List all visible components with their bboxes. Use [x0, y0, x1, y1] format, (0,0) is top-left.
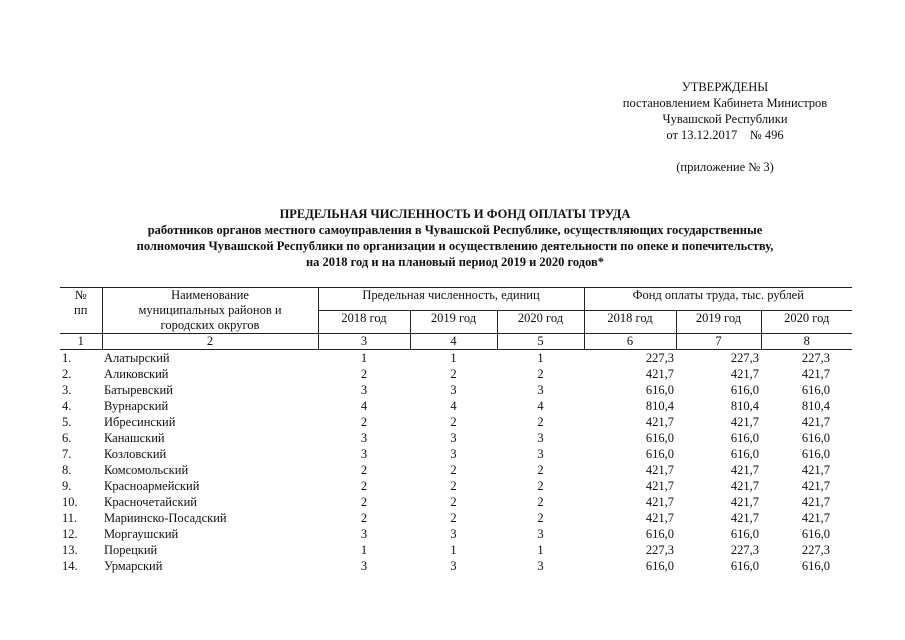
count-2020: 2: [537, 462, 544, 477]
fund-2020: 421,7: [801, 494, 830, 509]
municipality-name: Мариинско-Посадский: [104, 510, 227, 525]
municipality-name: Козловский: [104, 446, 167, 461]
fund-2018: 421,7: [645, 366, 674, 381]
municipality-name: Урмарский: [104, 558, 163, 573]
count-2020: 3: [537, 382, 544, 397]
approval-stamp: [560, 79, 890, 175]
header-number-line: пп: [74, 303, 88, 317]
row-number: 6.: [62, 430, 72, 445]
municipality-name: Алатырский: [104, 350, 170, 365]
count-2019: 2: [450, 462, 457, 477]
fund-2020: 421,7: [801, 462, 830, 477]
column-number-row: [60, 334, 852, 350]
fund-2018: 421,7: [645, 494, 674, 509]
count-2020: 3: [537, 558, 544, 573]
fund-2018: 421,7: [645, 414, 674, 429]
row-number: 14.: [62, 558, 78, 573]
table-row: [60, 542, 852, 558]
count-2018: 2: [360, 462, 368, 477]
count-2020: 2: [537, 366, 544, 381]
fund-2020: 810,4: [801, 398, 830, 413]
row-number: 10.: [62, 494, 78, 509]
count-2018: 3: [360, 382, 368, 397]
fund-2020: 616,0: [801, 526, 830, 541]
count-2019: 3: [450, 558, 457, 573]
row-number: 11.: [62, 510, 78, 525]
row-number: 7.: [62, 446, 72, 461]
header-year: 2019 год: [676, 311, 761, 334]
municipality-name: Вурнарский: [104, 398, 169, 413]
row-number: 12.: [62, 526, 78, 541]
header-number: [60, 288, 102, 334]
fund-2019: 227,3: [730, 542, 759, 557]
fund-2018: 616,0: [645, 382, 674, 397]
municipality-name: Ибресинский: [104, 414, 176, 429]
count-2019: 1: [450, 350, 457, 365]
header-year: 2019 год: [410, 311, 497, 334]
header-name-line: городских округов: [160, 318, 260, 332]
municipality-name: Красночетайский: [104, 494, 197, 509]
header-year: 2018 год: [318, 311, 410, 334]
count-2020: 2: [537, 478, 544, 493]
fund-2020: 616,0: [801, 430, 830, 445]
count-2018: 3: [360, 558, 368, 573]
count-2019: 2: [450, 510, 457, 525]
column-number: 1: [60, 334, 102, 350]
table-row: [60, 558, 852, 574]
fund-2019: 227,3: [730, 350, 759, 365]
row-number: 13.: [62, 542, 78, 557]
fund-2020: 616,0: [801, 382, 830, 397]
row-number: 8.: [62, 462, 72, 477]
approval-date: от 13.12.2017 № 496: [666, 128, 784, 142]
fund-2019: 421,7: [730, 462, 759, 477]
count-2019: 3: [450, 430, 457, 445]
count-2018: 2: [360, 414, 368, 429]
fund-2020: 227,3: [801, 542, 830, 557]
count-2018: 2: [360, 366, 368, 381]
table-body: [60, 350, 852, 575]
row-number: 9.: [62, 478, 72, 493]
fund-2018: 616,0: [645, 446, 674, 461]
count-2018: 3: [360, 446, 368, 461]
table-row: [60, 526, 852, 542]
column-number: 7: [676, 334, 761, 350]
fund-2019: 421,7: [730, 366, 759, 381]
fund-2018: 810,4: [645, 398, 674, 413]
fund-2020: 421,7: [801, 414, 830, 429]
count-2018: 1: [360, 350, 368, 365]
count-2019: 3: [450, 446, 457, 461]
count-2019: 3: [450, 382, 457, 397]
fund-2020: 616,0: [801, 446, 830, 461]
header-fund-group: Фонд оплаты труда, тыс. рублей: [584, 288, 852, 311]
municipality-name: Батыревский: [104, 382, 173, 397]
fund-2020: 421,7: [801, 510, 830, 525]
fund-2019: 616,0: [730, 430, 759, 445]
fund-2019: 810,4: [730, 398, 759, 413]
municipality-name: Порецкий: [104, 542, 158, 557]
count-2018: 3: [360, 430, 368, 445]
row-number: 3.: [62, 382, 72, 397]
approval-line: Чувашской Республики: [662, 112, 788, 126]
approval-heading: УТВЕРЖДЕНЫ: [681, 80, 769, 94]
table-row: [60, 478, 852, 494]
header-name-line: муниципальных районов и: [138, 303, 282, 317]
title-subline: полномочия Чувашской Республики по организации и осуществлению деятельности по опеке и попечительству,: [136, 239, 774, 253]
municipality-name: Канашский: [104, 430, 165, 445]
header-name-line: Наименование: [171, 288, 249, 302]
table-row: [60, 494, 852, 510]
count-2020: 3: [537, 430, 544, 445]
table-row: [60, 510, 852, 526]
column-number: 3: [318, 334, 410, 350]
fund-2018: 421,7: [645, 510, 674, 525]
count-2019: 2: [450, 414, 457, 429]
fund-2019: 421,7: [730, 510, 759, 525]
count-2020: 1: [537, 350, 544, 365]
document-title: [60, 206, 850, 270]
title-subline: на 2018 год и на плановый период 2019 и 2020 годов*: [305, 255, 605, 269]
municipality-name: Аликовский: [104, 366, 169, 381]
fund-2018: 227,3: [645, 350, 674, 365]
table-row: [60, 430, 852, 446]
table-row: [60, 366, 852, 382]
row-number: 1.: [62, 350, 72, 365]
table-row: [60, 462, 852, 478]
column-number: 5: [497, 334, 584, 350]
count-2020: 3: [537, 446, 544, 461]
fund-2018: 421,7: [645, 478, 674, 493]
count-2020: 4: [537, 398, 544, 413]
row-number: 2.: [62, 366, 72, 381]
header-year: 2020 год: [497, 311, 584, 334]
header-year: 2018 год: [584, 311, 676, 334]
fund-2019: 421,7: [730, 494, 759, 509]
municipality-name: Моргаушский: [104, 526, 179, 541]
approval-line: постановлением Кабинета Министров: [622, 96, 828, 110]
column-number: 2: [102, 334, 318, 350]
column-number: 8: [761, 334, 852, 350]
title-heading: ПРЕДЕЛЬНАЯ ЧИСЛЕННОСТЬ И ФОНД ОПЛАТЫ ТРУДА: [279, 207, 631, 221]
column-number: 6: [584, 334, 676, 350]
table-row: [60, 398, 852, 414]
count-2020: 2: [537, 494, 544, 509]
count-2019: 2: [450, 478, 457, 493]
header-name: [102, 288, 318, 334]
fund-2019: 421,7: [730, 478, 759, 493]
municipality-name: Красноармейский: [104, 478, 200, 493]
count-2019: 4: [450, 398, 457, 413]
count-2018: 3: [360, 526, 368, 541]
count-2019: 1: [450, 542, 457, 557]
table-row: [60, 350, 852, 367]
count-2018: 2: [360, 510, 368, 525]
appendix-label: (приложение № 3): [676, 160, 774, 174]
fund-2020: 616,0: [801, 558, 830, 573]
count-2020: 1: [537, 542, 544, 557]
fund-2019: 616,0: [730, 526, 759, 541]
fund-2019: 616,0: [730, 446, 759, 461]
title-subline: работников органов местного самоуправления в Чувашской Республике, осуществляющих государственные: [147, 223, 763, 237]
count-2020: 2: [537, 414, 544, 429]
municipality-name: Комсомольский: [104, 462, 189, 477]
count-2019: 3: [450, 526, 457, 541]
row-number: 4.: [62, 398, 72, 413]
fund-2018: 227,3: [645, 542, 674, 557]
fund-2020: 227,3: [801, 350, 830, 365]
fund-2020: 421,7: [801, 366, 830, 381]
table-row: [60, 382, 852, 398]
fund-2020: 421,7: [801, 478, 830, 493]
table-row: [60, 414, 852, 430]
fund-2018: 616,0: [645, 558, 674, 573]
fund-2019: 616,0: [730, 382, 759, 397]
table-row: [60, 446, 852, 462]
count-2019: 2: [450, 366, 457, 381]
count-2020: 3: [537, 526, 544, 541]
fund-2018: 421,7: [645, 462, 674, 477]
header-year: 2020 год: [761, 311, 852, 334]
header-number-line: №: [74, 288, 87, 302]
column-number: 4: [410, 334, 497, 350]
fund-2018: 616,0: [645, 526, 674, 541]
data-table: [60, 287, 852, 574]
count-2020: 2: [537, 510, 544, 525]
count-2018: 2: [360, 494, 368, 509]
count-2019: 2: [450, 494, 457, 509]
fund-2019: 616,0: [730, 558, 759, 573]
header-count-group: Предельная численность, единиц: [318, 288, 584, 311]
count-2018: 4: [360, 398, 368, 413]
row-number: 5.: [62, 414, 72, 429]
count-2018: 2: [360, 478, 368, 493]
count-2018: 1: [360, 542, 368, 557]
fund-2018: 616,0: [645, 430, 674, 445]
fund-2019: 421,7: [730, 414, 759, 429]
